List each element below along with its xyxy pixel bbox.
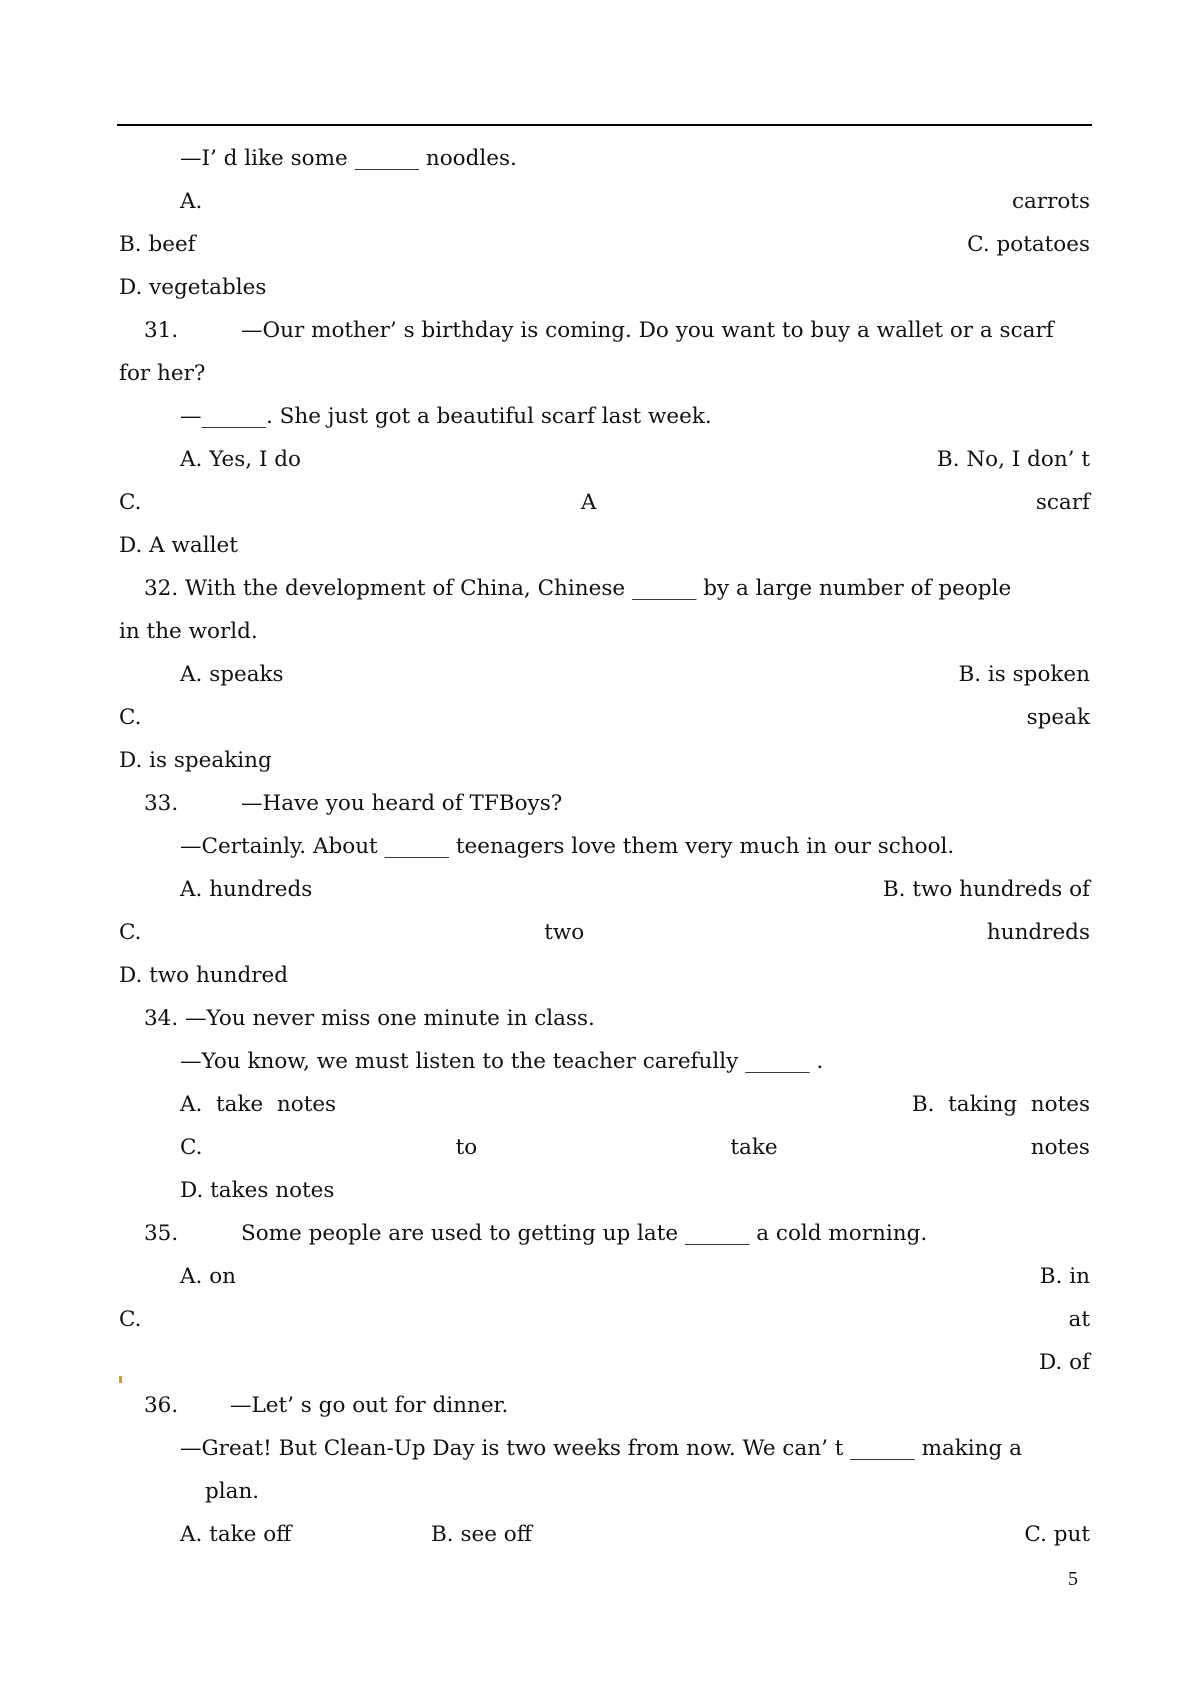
option-word: to xyxy=(455,1135,478,1160)
option-b: B. taking notes xyxy=(911,1092,1090,1117)
question-32-option-c xyxy=(119,703,1090,733)
option-word: two xyxy=(544,920,585,945)
question-34-option-d: D. takes notes xyxy=(180,1178,335,1203)
option-b: B. two hundreds of xyxy=(882,877,1090,902)
question-36-number: 36. xyxy=(144,1393,179,1418)
option-a: A. hundreds xyxy=(180,877,313,902)
option-label: A. xyxy=(180,189,203,214)
question-31-option-row-1 xyxy=(180,445,1090,475)
question-33-option-d: D. two hundred xyxy=(119,963,289,988)
option-a: A. on xyxy=(180,1264,236,1289)
option-b: B. see off xyxy=(431,1522,533,1547)
question-30-option-row-1 xyxy=(180,187,1090,217)
option-word: scarf xyxy=(1035,490,1090,515)
option-label: C. xyxy=(119,920,142,945)
option-b: B. is spoken xyxy=(958,662,1090,687)
option-a: A. take off xyxy=(180,1522,292,1547)
question-31-stem: —Our mother’ s birthday is coming. Do you want to buy a wallet or a scarf xyxy=(241,318,1054,343)
question-32-stem-cont: in the world. xyxy=(119,619,258,644)
option-label: C. xyxy=(119,1307,142,1332)
question-35-stem: Some people are used to getting up late ______ a cold morning. xyxy=(241,1221,928,1246)
option-word: A xyxy=(580,490,597,515)
question-34-option-c xyxy=(180,1133,1090,1163)
question-33-reply: —Certainly. About ______ teenagers love them very much in our school. xyxy=(180,834,955,859)
question-34-reply: —You know, we must listen to the teacher carefully ______ . xyxy=(180,1049,824,1074)
option-label: C. xyxy=(119,490,142,515)
option-text: carrots xyxy=(1011,189,1090,214)
option-c: C. put xyxy=(1024,1522,1090,1547)
page-number: 5 xyxy=(1068,1568,1078,1590)
option-label: C. xyxy=(180,1135,203,1160)
option-word: at xyxy=(1068,1307,1090,1332)
question-30-stem: —I’ d like some ______ noodles. xyxy=(180,146,517,171)
question-35-number: 35. xyxy=(144,1221,179,1246)
question-31-stem-cont: for her? xyxy=(119,361,206,386)
question-35-option-d: D. of xyxy=(1038,1350,1090,1375)
question-31-option-d: D. A wallet xyxy=(119,533,238,558)
question-32-option-row-1 xyxy=(180,660,1090,690)
question-35-option-row-1 xyxy=(180,1262,1090,1292)
question-36-stem: —Let’ s go out for dinner. xyxy=(230,1393,509,1418)
option-b: B. No, I don’ t xyxy=(936,447,1090,472)
option-a: A. Yes, I do xyxy=(180,447,301,472)
option-c: C. potatoes xyxy=(967,232,1090,257)
option-b: B. beef xyxy=(119,232,196,257)
question-32-stem: 32. With the development of China, Chinese ______ by a large number of people xyxy=(144,576,1012,601)
question-33-option-c xyxy=(119,918,1090,948)
option-b: B. in xyxy=(1039,1264,1090,1289)
question-33-option-row-1 xyxy=(180,875,1090,905)
question-30-option-d: D. vegetables xyxy=(119,275,267,300)
question-36-reply-cont: plan. xyxy=(205,1479,260,1504)
header-rule xyxy=(117,124,1092,126)
option-word: hundreds xyxy=(986,920,1090,945)
question-35-option-c xyxy=(119,1305,1090,1335)
question-33-stem: —Have you heard of TFBoys? xyxy=(241,791,563,816)
question-31-option-c xyxy=(119,488,1090,518)
question-33-number: 33. xyxy=(144,791,179,816)
question-34-stem: 34. —You never miss one minute in class. xyxy=(144,1006,595,1031)
option-word: notes xyxy=(1030,1135,1090,1160)
question-36-reply: —Great! But Clean-Up Day is two weeks from now. We can’ t ______ making a xyxy=(180,1436,1022,1461)
option-a: A. take notes xyxy=(180,1092,337,1117)
option-a: A. speaks xyxy=(180,662,284,687)
question-32-option-d: D. is speaking xyxy=(119,748,272,773)
question-31-reply: —______. She just got a beautiful scarf last week. xyxy=(180,404,712,429)
option-word: take xyxy=(730,1135,778,1160)
option-word: speak xyxy=(1026,705,1090,730)
question-30-option-row-2 xyxy=(119,230,1090,260)
question-31-number: 31. xyxy=(144,318,179,343)
question-34-option-row-1 xyxy=(180,1090,1090,1120)
question-36-option-row-1 xyxy=(180,1520,1090,1550)
option-label: C. xyxy=(119,705,142,730)
